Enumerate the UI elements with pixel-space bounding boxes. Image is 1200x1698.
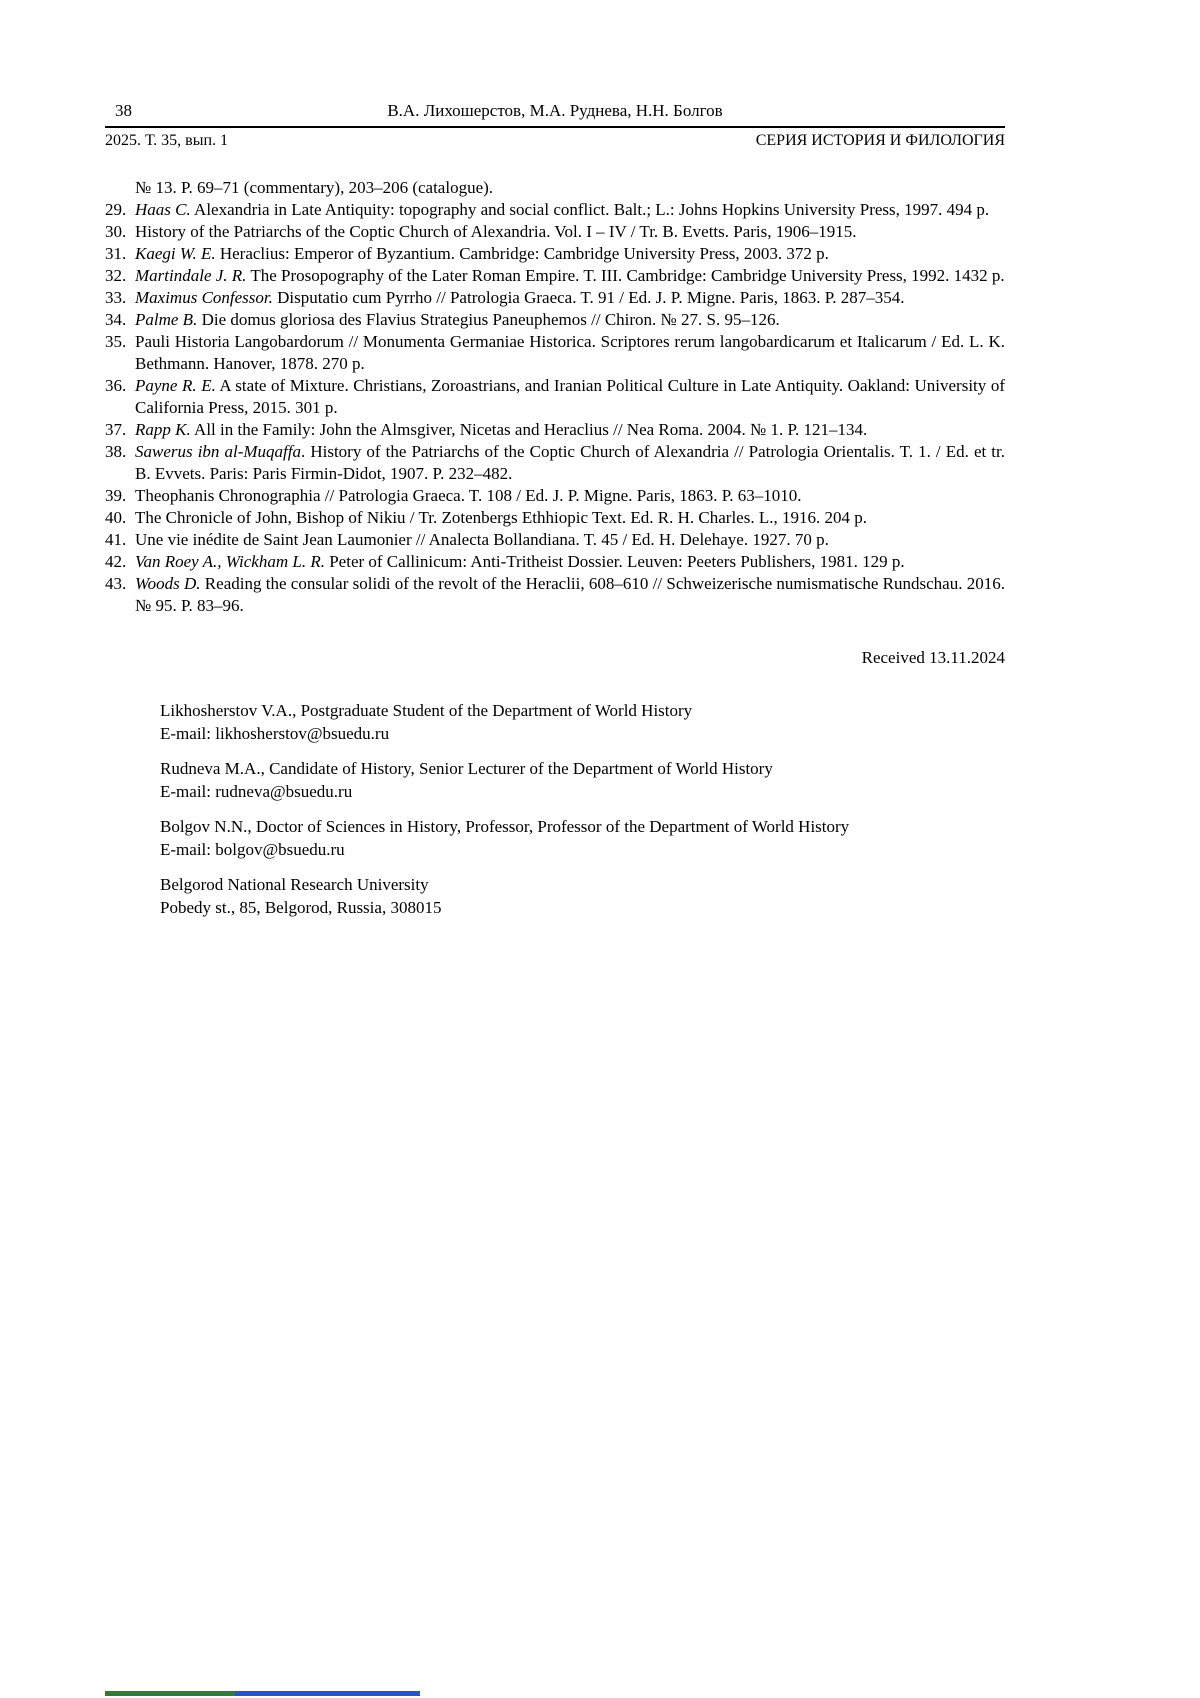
- reference-item: [105, 331, 1005, 375]
- issue-info: 2025. Т. 35, вып. 1: [105, 132, 229, 149]
- page-header: [105, 100, 1005, 151]
- reference-number: 33.: [105, 288, 127, 307]
- running-head-row: [105, 100, 1005, 122]
- reference-author: Van Roey A., Wickham L. R.: [135, 552, 325, 571]
- scan-artifact-bar: [105, 1691, 420, 1696]
- reference-author: Maximus Confessor.: [135, 288, 273, 307]
- reference-number: 35.: [105, 332, 127, 351]
- reference-number: 43.: [105, 574, 127, 593]
- reference-number: 36.: [105, 376, 127, 395]
- author-email-line: E-mail: bolgov@bsuedu.ru: [160, 840, 345, 859]
- author-position-line: Bolgov N.N., Doctor of Sciences in History, Professor, Professor of the Department of World History: [160, 817, 850, 836]
- reference-item: [105, 199, 1005, 221]
- scan-artifact-segment: [105, 1691, 235, 1696]
- reference-author: Palme B.: [135, 310, 198, 329]
- reference-item: [105, 507, 1005, 529]
- reference-number: 42.: [105, 552, 127, 571]
- reference-number: 41.: [105, 530, 127, 549]
- running-title: В.А. Лихошерстов, М.А. Руднева, Н.Н. Болгов: [387, 101, 723, 120]
- reference-item: [105, 265, 1005, 287]
- issue-row: [105, 130, 1005, 151]
- header-rule: [105, 126, 1005, 128]
- reference-number: 40.: [105, 508, 127, 527]
- reference-author: Haas C.: [135, 200, 191, 219]
- reference-text: All in the Family: John the Almsgiver, Nicetas and Heraclius // Nea Roma. 2004. № 1. P. 121–134.: [190, 420, 868, 439]
- received-date: Received 13.11.2024: [861, 648, 1005, 667]
- affiliation: [105, 873, 1005, 919]
- reference-text: Reading the consular solidi of the revolt of the Heraclii, 608–610 // Schweizerische numismatische Rundschau. 2016. № 95. P. 83–96.: [135, 574, 1005, 615]
- page-content: [105, 100, 1005, 919]
- reference-item: [105, 441, 1005, 485]
- reference-text: Die domus gloriosa des Flavius Strategius Paneuphemos // Chiron. № 27. S. 95–126.: [197, 310, 780, 329]
- reference-text: Disputatio cum Pyrrho // Patrologia Graeca. T. 91 / Ed. J. P. Migne. Paris, 1863. P. 287–354.: [272, 288, 905, 307]
- reference-author: Sawerus ibn al-Muqaffa: [135, 442, 301, 461]
- reference-author: Martindale J. R.: [135, 266, 247, 285]
- reference-number: 39.: [105, 486, 127, 505]
- reference-number: 38.: [105, 442, 127, 461]
- reference-item: [105, 419, 1005, 441]
- reference-item: [105, 485, 1005, 507]
- reference-number: 30.: [105, 222, 127, 241]
- reference-text: History of the Patriarchs of the Coptic Church of Alexandria. Vol. I – IV / Tr. B. Evetts. Paris, 1906–1915.: [135, 222, 857, 241]
- author-email-line: E-mail: likhosherstov@bsuedu.ru: [160, 724, 390, 743]
- scan-artifact-segment: [235, 1691, 420, 1696]
- reference-text: Peter of Callinicum: Anti-Tritheist Dossier. Leuven: Peeters Publishers, 1981. 129 p.: [324, 552, 905, 571]
- reference-item: [105, 551, 1005, 573]
- reference-author: Payne R. E.: [135, 376, 216, 395]
- reference-text: The Chronicle of John, Bishop of Nikiu / Tr. Zotenbergs Ethhiopic Text. Ed. R. H. Charles. L., 1916. 204 p.: [135, 508, 867, 527]
- reference-item: [105, 221, 1005, 243]
- reference-number: 37.: [105, 420, 127, 439]
- reference-text: № 13. P. 69–71 (commentary), 203–206 (catalogue).: [135, 178, 494, 197]
- reference-text: Pauli Historia Langobardorum // Monumenta Germaniae Historica. Scriptores rerum langobardicarum et Italicarum / Ed. L. K. Bethmann. Hanover, 1878. 270 p.: [135, 332, 1005, 373]
- reference-text: Theophanis Chronographia // Patrologia Graeca. T. 108 / Ed. J. P. Migne. Paris, 1863. P. 63–1010.: [135, 486, 802, 505]
- author-block: [160, 815, 1005, 861]
- reference-item: [105, 309, 1005, 331]
- reference-item: [105, 177, 1005, 199]
- author-info-section: [105, 699, 1005, 861]
- reference-author: Kaegi W. E.: [135, 244, 216, 263]
- author-position-line: Likhosherstov V.A., Postgraduate Student of the Department of World History: [160, 701, 693, 720]
- reference-author: Rapp K.: [135, 420, 191, 439]
- reference-number: 29.: [105, 200, 127, 219]
- affiliation-address: Pobedy st., 85, Belgorod, Russia, 308015: [160, 898, 442, 917]
- reference-item: [105, 287, 1005, 309]
- reference-item: [105, 375, 1005, 419]
- reference-number: 31.: [105, 244, 127, 263]
- reference-list: [105, 177, 1005, 617]
- series-title: СЕРИЯ ИСТОРИЯ И ФИЛОЛОГИЯ: [755, 132, 1005, 149]
- reference-text: Heraclius: Emperor of Byzantium. Cambridge: Cambridge University Press, 2003. 372 p.: [215, 244, 829, 263]
- author-block: [160, 699, 1005, 745]
- reference-text: Alexandria in Late Antiquity: topography and social conflict. Balt.; L.: Johns Hopkins University Press, 1997. 494 p.: [190, 200, 990, 219]
- reference-text: Une vie inédite de Saint Jean Laumonier // Analecta Bollandiana. T. 45 / Ed. H. Delehaye. 1927. 70 p.: [135, 530, 829, 549]
- author-position-line: Rudneva M.A., Candidate of History, Senior Lecturer of the Department of World History: [160, 759, 773, 778]
- author-email-line: E-mail: rudneva@bsuedu.ru: [160, 782, 353, 801]
- affiliation-name: Belgorod National Research University: [160, 875, 429, 894]
- reference-number: 32.: [105, 266, 127, 285]
- reference-number: 34.: [105, 310, 127, 329]
- reference-item: [105, 243, 1005, 265]
- author-block: [160, 757, 1005, 803]
- reference-author: Woods D.: [135, 574, 201, 593]
- page-number: 38: [115, 101, 132, 120]
- reference-text: . History of the Patriarchs of the Coptic Church of Alexandria // Patrologia Orientalis. T. 1. / Ed. et tr. B. Evvets. Paris: Paris Firmin-Didot, 1907. P. 232–482.: [135, 442, 1005, 483]
- reference-item: [105, 529, 1005, 551]
- reference-text: The Prosopography of the Later Roman Empire. T. III. Cambridge: Cambridge University Press, 1992. 1432 p.: [246, 266, 1005, 285]
- reference-text: A state of Mixture. Christians, Zoroastrians, and Iranian Political Culture in Late Antiquity. Oakland: University of California Press, 2015. 301 p.: [135, 376, 1005, 417]
- reference-item: [105, 573, 1005, 617]
